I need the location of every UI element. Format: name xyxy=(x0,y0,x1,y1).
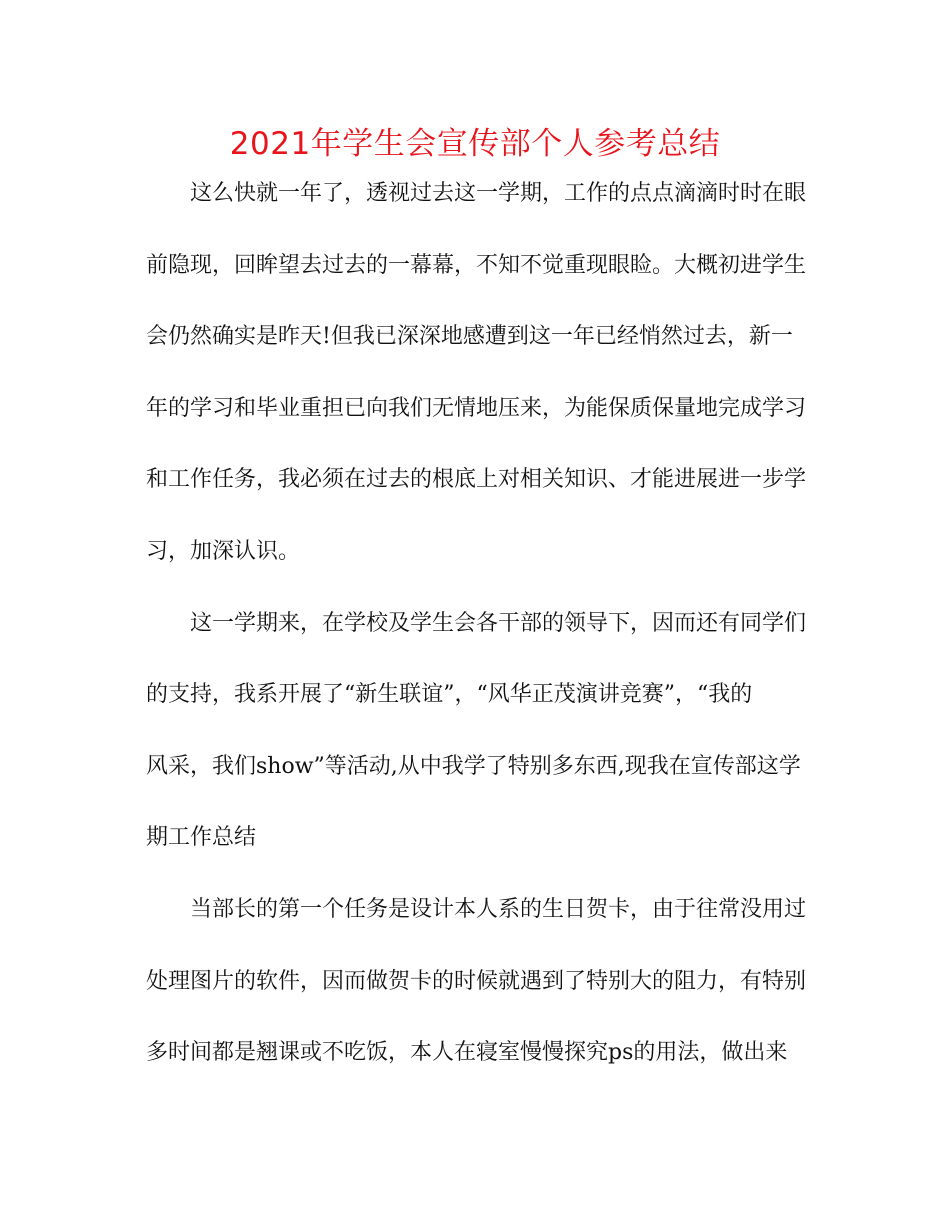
paragraph-3-line-2: 处理图片的软件，因而做贺卡的时候就遇到了特别大的阻力，有特别 xyxy=(146,968,807,994)
document-title: 2021年学生会宣传部个人参考总结 xyxy=(229,126,721,162)
paragraph-2-line-1: 这一学期来，在学校及学生会各干部的领导下，因而还有同学们 xyxy=(190,610,807,636)
paragraph-1-line-2: 前隐现，回眸望去过去的一幕幕，不知不觉重现眼睑。大概初进学生 xyxy=(146,252,807,278)
paragraph-1-line-5: 和工作任务，我必须在过去的根底上对相关知识、才能进展进一步学 xyxy=(146,467,807,493)
paragraph-1-line-6: 习，加深认识。 xyxy=(146,538,301,564)
paragraph-2-line-4: 期工作总结 xyxy=(146,825,257,851)
paragraph-1-line-3: 会仍然确实是昨天!但我已深深地感遭到这一年已经悄然过去，新一 xyxy=(146,324,793,350)
paragraph-1-line-4: 年的学习和毕业重担已向我们无情地压来，为能保质保量地完成学习 xyxy=(146,395,807,421)
paragraph-2-line-2: 的支持，我系开展了“新生联谊”，“风华正茂演讲竞赛”，“我的 xyxy=(146,682,753,708)
paragraph-3-line-3: 多时间都是翘课或不吃饭，本人在寝室慢慢探究ps的用法，做出来 xyxy=(146,1040,788,1066)
paragraph-3-line-1: 当部长的第一个任务是设计本人系的生日贺卡，由于往常没用过 xyxy=(190,896,807,922)
document-body xyxy=(146,172,806,1103)
paragraph-1-line-1: 这么快就一年了，透视过去这一学期，工作的点点滴滴时时在眼 xyxy=(190,181,807,206)
paragraph-2-line-3: 风采，我们show”等活动,从中我学了特别多东西,现我在宣传部这学 xyxy=(146,753,801,779)
